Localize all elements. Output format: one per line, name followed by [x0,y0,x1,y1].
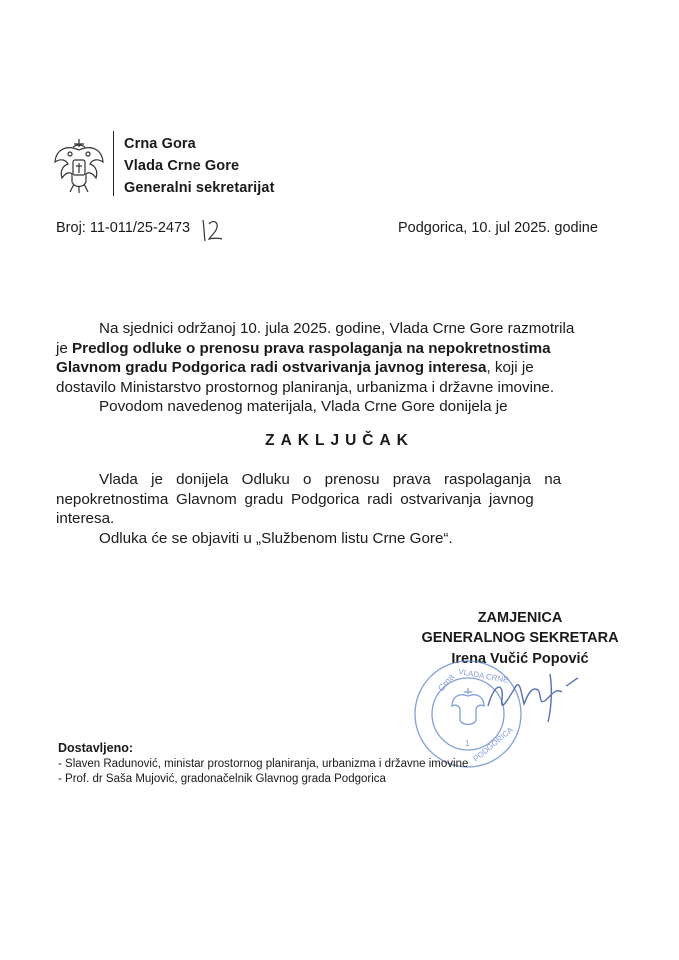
paragraph-4: Odluka će se objaviti u „Službenom listu Crne Gore“. [99,529,453,547]
paragraph-1 [56,319,616,417]
signatory-name: Irena Vučić Popović [451,651,589,667]
distribution-item-2: - Prof. dr Saša Mujović, gradonačelnik Glavnog grada Podgorica [58,773,386,785]
coat-of-arms-icon [52,138,106,194]
svg-text:VLADA CRNE: VLADA CRNE [457,667,510,685]
handwritten-suffix [200,218,226,242]
proposal-title-part-1: Predlog odluke o prenosu prava raspolaganja na nepokretnostima [72,339,551,357]
paragraph-3 [56,470,616,548]
distribution-item-1: - Slaven Radunović, ministar prostornog planiranja, urbanizma i državne imovine [58,758,469,770]
header-line-country: Crna Gora [124,136,196,152]
header-line-secretariat: Generalni sekretarijat [124,180,275,196]
signatory-title-2: GENERALNOG SEKRETARA [421,630,619,646]
reference-number: Broj: 11-011/25-2473 [56,220,191,236]
signature [480,666,590,726]
paragraph-3-line-1: Vlada je donijela Odluku o prenosu prava raspolaganja na [99,471,562,488]
header-line-government: Vlada Crne Gore [124,158,240,174]
signatory-title-1: ZAMJENICA [477,610,563,626]
paragraph-2: Povodom navedenog materijala, Vlada Crne Gore donijela je [99,398,508,415]
paragraph-1-line-4: dostavilo Ministarstvo prostornog planiranja, urbanizma i državne imovine. [56,378,555,396]
proposal-title-part-2: Glavnom gradu Podgorica radi ostvarivanja javnog interesa [56,359,487,376]
paragraph-1-line-2: je Predlog odluke o prenosu prava raspolaganja na nepokretnostima [56,339,551,357]
header-divider [113,131,114,196]
svg-text:PODGORICA: PODGORICA [471,725,515,764]
paragraph-1-line-1: Na sjednici održanoj 10. jula 2025. godine, Vlada Crne Gore razmotrila [99,320,575,337]
place-date: Podgorica, 10. jul 2025. godine [398,220,598,236]
svg-text:1: 1 [465,739,470,748]
paragraph-1-line-3: Glavnom gradu Podgorica radi ostvarivanja javnog interesa, koji je [56,359,534,376]
paragraph-3-line-2: nepokretnostima Glavnom gradu Podgorica radi ostvarivanja javnog [56,490,534,508]
paragraph-3-line-3: interesa. [56,510,115,527]
conclusion-title: ZAKLJUČAK [265,432,414,449]
distribution-label: Dostavljeno: [58,741,134,755]
svg-text:Crna: Crna [435,671,457,694]
